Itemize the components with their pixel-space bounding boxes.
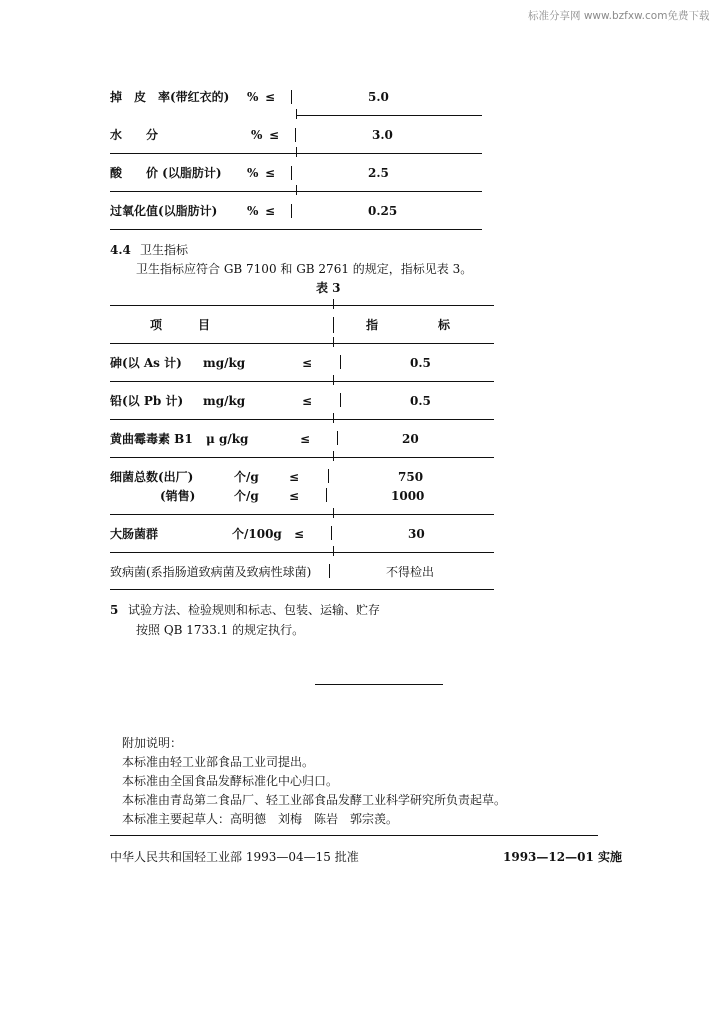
column-separator [340,355,341,369]
table-row-unit: % [251,128,263,142]
table-row-value: 1000 [391,489,425,503]
column-separator [331,526,332,540]
table-row-unit: 个/100g [232,527,282,541]
section-paragraph: 按照 QB 1733.1 的规定执行。 [136,623,305,637]
column-separator [291,166,292,180]
section-paragraph: 卫生指标应符合 GB 7100 和 GB 2761 的规定，指标见表 3。 [136,262,473,276]
table-row-name: 铅(以 Pb 计) [110,394,184,408]
table-row-name: 致病菌(系指肠道致病菌及致病性球菌) [110,565,312,579]
section-heading: 试验方法、检验规则和标志、包装、运输、贮存 [128,603,381,617]
watermark-text: 标准分享网 www.bzfxw.com免费下载 [528,10,710,22]
table-row-name: 黄曲霉毒素 B1 [110,432,193,446]
row-divider [110,457,494,458]
row-divider-tick [333,451,334,461]
row-divider [110,381,494,382]
table-row-op: ≤ [302,394,313,408]
table-row-name: (销售) [160,489,196,503]
table-row-value: 0.5 [410,394,431,408]
column-separator [329,564,330,578]
header-index: 指 标 [366,318,451,332]
row-divider [110,419,494,420]
column-separator [291,90,292,104]
column-separator [295,128,296,142]
table-row-name: 大肠菌群 [110,527,159,541]
row-divider [110,514,494,515]
table-row-name: 过氧化值(以脂肪计) [110,204,218,218]
table-bottom-rule [110,589,494,590]
row-divider [110,552,494,553]
table-row-op: ≤ [265,90,276,104]
table-row-value: 0.25 [368,204,398,218]
table-row-unit: 个/g [234,489,259,503]
row-divider-tick [296,185,297,195]
section-number: 4.4 [110,243,131,257]
table-row-name: 酸 价 (以脂肪计) [110,166,222,180]
header-item: 项 目 [150,318,211,332]
table-row-value: 750 [398,470,424,484]
table-row-name: 水 分 [110,128,159,142]
notes-line: 本标准由青岛第二食品厂、轻工业部食品发酵工业科学研究所负责起草。 [122,793,507,807]
row-divider-tick [296,109,297,119]
table-row-op: ≤ [269,128,280,142]
table-row-name: 砷(以 As 计) [110,356,182,370]
row-divider-tick [333,413,334,423]
table-row-unit: % [247,204,259,218]
notes-line: 本标准由全国食品发酵标准化中心归口。 [122,774,339,788]
row-divider [296,115,482,116]
table-row-op: ≤ [289,489,300,503]
table-row-value: 30 [408,527,425,541]
table-row-unit: mg/kg [203,356,246,370]
section-heading: 卫生指标 [140,243,189,257]
row-divider-tick [333,508,334,518]
column-separator [328,469,329,483]
row-divider-tick [333,299,334,309]
table-row-unit: % [247,166,259,180]
table-row-op: ≤ [289,470,300,484]
table-caption: 表 3 [316,281,341,295]
table-row-value: 不得检出 [386,565,435,579]
approval-date: 中华人民共和国轻工业部 1993—04—15 批准 [110,850,359,864]
table-row-op: ≤ [265,166,276,180]
footer-rule [110,835,598,836]
notes-title: 附加说明： [122,736,183,750]
row-divider-tick [333,337,334,347]
table-bottom-rule [110,229,482,230]
column-separator [326,488,327,502]
table-row-op: ≤ [294,527,305,541]
table-top-rule [110,305,494,306]
table-row-name: 掉 皮 率(带红衣的) [110,90,230,104]
table-row-op: ≤ [300,432,311,446]
row-divider-tick [333,546,334,556]
row-divider [110,343,494,344]
row-divider-tick [333,375,334,385]
notes-line: 本标准主要起草人：高明德 刘梅 陈岩 郭宗羡。 [122,812,399,826]
effective-date: 1993—12—01 实施 [503,850,622,864]
section-number: 5 [110,603,119,617]
table-row-value: 2.5 [368,166,389,180]
table-row-value: 0.5 [410,356,431,370]
table-row-value: 5.0 [368,90,389,104]
table-row-unit: μ g/kg [206,432,249,446]
column-separator [337,431,338,445]
notes-line: 本标准由轻工业部食品工业司提出。 [122,755,315,769]
table-row-unit: 个/g [234,470,259,484]
table-row-unit: % [247,90,259,104]
table-row-op: ≤ [265,204,276,218]
table-row-unit: mg/kg [203,394,246,408]
end-rule [315,684,443,685]
row-divider-tick [296,147,297,157]
column-separator [333,317,334,333]
table-row-value: 3.0 [372,128,393,142]
table-row-name: 细菌总数(出厂) [110,470,194,484]
column-separator [340,393,341,407]
column-separator [291,204,292,218]
table-row-value: 20 [402,432,419,446]
table-row-op: ≤ [302,356,313,370]
